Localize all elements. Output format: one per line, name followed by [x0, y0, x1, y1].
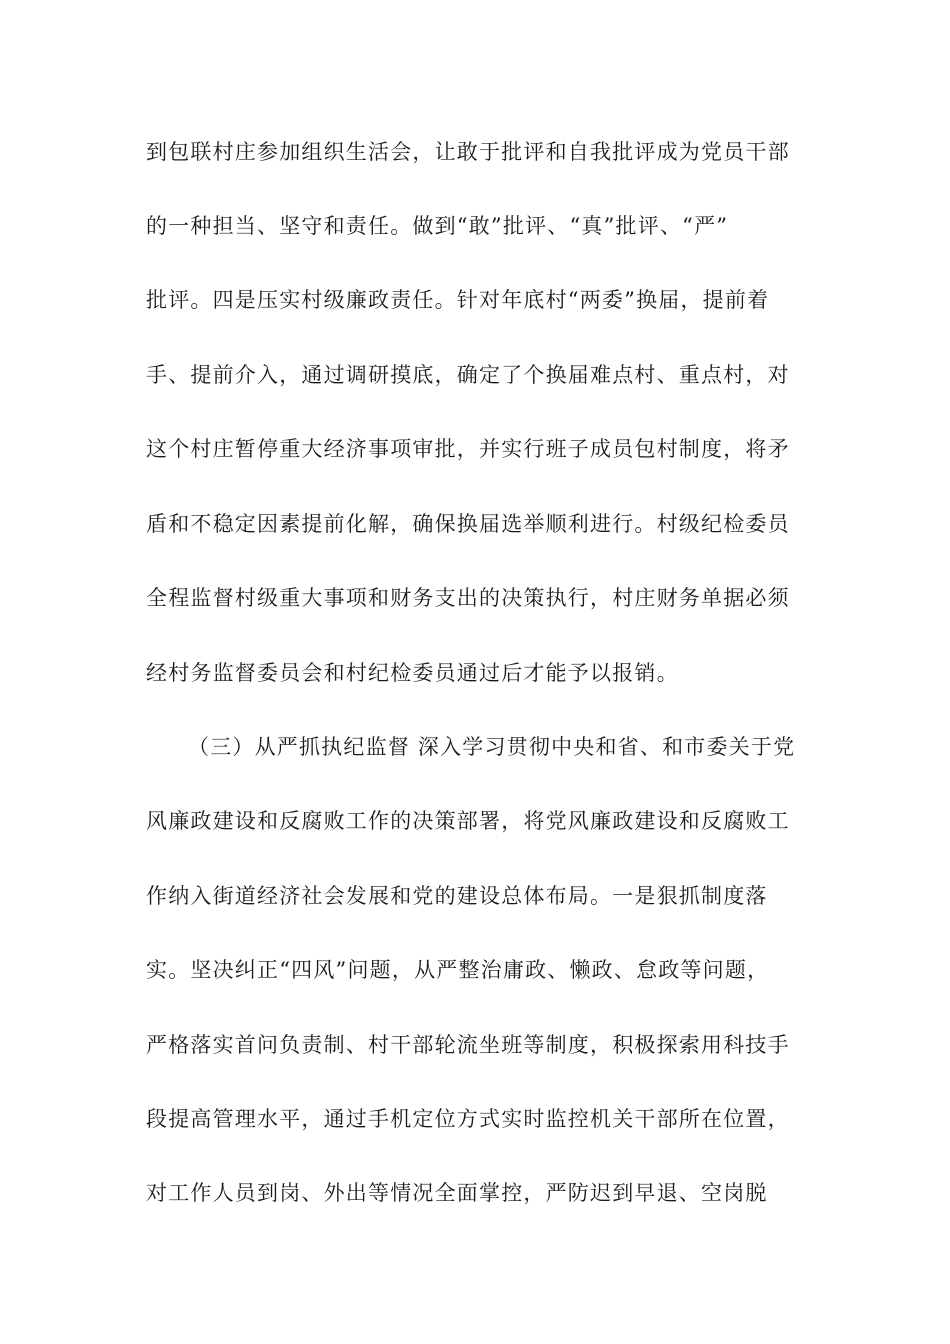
text-line-3: 批评。四是压实村级廉政责任。针对年底村“两委”换届，提前着 — [146, 288, 770, 312]
text-line-11: 作纳入街道经济社会发展和党的建设总体布局。一是狠抓制度落 — [146, 884, 768, 908]
text-line-6: 盾和不稳定因素提前化解，确保换届选举顺利进行。村级纪检委员 — [146, 512, 790, 536]
text-line-13: 严格落实首问负责制、村干部轮流坐班等制度，积极探索用科技手 — [146, 1033, 790, 1057]
text-line-12: 实。坚决纠正“四风”问题，从严整治庸政、懒政、怠政等问题， — [146, 958, 770, 982]
text-line-4: 手、提前介入，通过调研摸底，确定了个换届难点村、重点村，对 — [146, 363, 790, 387]
text-line-14: 段提高管理水平，通过手机定位方式实时监控机关干部所在位置， — [146, 1107, 790, 1131]
text-line-5: 这个村庄暂停重大经济事项审批，并实行班子成员包村制度，将矛 — [146, 437, 790, 461]
text-line-1: 到包联村庄参加组织生活会，让敢于批评和自我批评成为党员干部 — [146, 140, 790, 164]
text-line-2: 的一种担当、坚守和责任。做到“敢”批评、“真”批评、“严” — [146, 214, 729, 238]
text-line-15: 对工作人员到岗、外出等情况全面掌控，严防迟到早退、空岗脱 — [146, 1181, 768, 1205]
section-heading-line: （三）从严抓执纪监督 深入学习贯彻中央和省、和市委关于党 — [188, 735, 796, 759]
text-line-10: 风廉政建设和反腐败工作的决策部署，将党风廉政建设和反腐败工 — [146, 809, 790, 833]
text-line-8: 经村务监督委员会和村纪检委员通过后才能予以报销。 — [146, 661, 679, 685]
text-line-7: 全程监督村级重大事项和财务支出的决策执行，村庄财务单据必须 — [146, 586, 790, 610]
